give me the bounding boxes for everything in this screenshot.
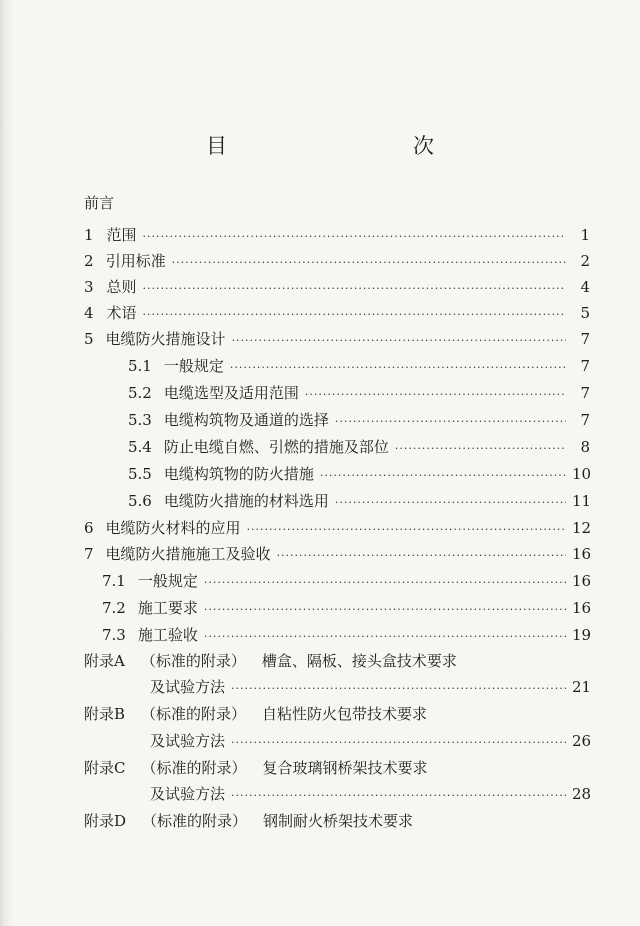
entry-label: 引用标准 bbox=[105, 252, 166, 270]
appendix-page: 21 bbox=[572, 678, 592, 696]
entry-number: 2 bbox=[84, 252, 94, 270]
appendix-d-heading bbox=[84, 810, 413, 831]
leader-dots bbox=[142, 308, 566, 321]
entry-page: 1 bbox=[580, 226, 590, 244]
entry-page: 16 bbox=[572, 545, 592, 563]
leader-dots bbox=[247, 523, 566, 536]
appendix-code: 附录B bbox=[84, 705, 126, 723]
entry-page: 10 bbox=[572, 465, 592, 483]
leader-dots bbox=[172, 256, 566, 269]
entry-number: 5.5 bbox=[128, 465, 152, 483]
appendix-type: （标准的附录） bbox=[141, 759, 247, 777]
entry-number: 6 bbox=[84, 519, 94, 537]
leader-dots bbox=[335, 415, 566, 428]
entry-number: 5 bbox=[84, 330, 94, 348]
toc-entry-5-4 bbox=[128, 436, 590, 458]
appendix-b-heading bbox=[84, 703, 427, 724]
toc-entry-7-3 bbox=[102, 624, 590, 646]
entry-label: 一般规定 bbox=[163, 357, 224, 375]
toc-entry-1 bbox=[84, 224, 590, 246]
appendix-type: （标准的附录） bbox=[141, 705, 247, 723]
appendix-a-cont bbox=[150, 676, 590, 698]
entry-page: 8 bbox=[580, 438, 590, 456]
entry-label: 一般规定 bbox=[137, 572, 198, 590]
leader-dots bbox=[230, 361, 566, 374]
entry-number: 7.1 bbox=[102, 572, 126, 590]
entry-number: 7 bbox=[84, 545, 94, 563]
toc-entry-7-2 bbox=[102, 597, 590, 619]
entry-page: 16 bbox=[572, 572, 592, 590]
toc-entry-5 bbox=[84, 328, 590, 350]
entry-number: 7.2 bbox=[102, 599, 126, 617]
page-title: 目 次 bbox=[206, 134, 482, 158]
entry-label: 电缆防火材料的应用 bbox=[105, 519, 241, 537]
leader-dots bbox=[231, 789, 566, 802]
appendix-title: 槽盒、隔板、接头盒技术要求 bbox=[261, 652, 457, 670]
appendix-page: 28 bbox=[572, 785, 592, 803]
entry-label: 术语 bbox=[106, 304, 137, 322]
toc-entry-7 bbox=[84, 543, 590, 565]
entry-number: 5.6 bbox=[128, 492, 152, 510]
appendix-title: 复合玻璃钢桥架技术要求 bbox=[262, 759, 428, 777]
appendix-code: 附录D bbox=[84, 812, 127, 830]
entry-label: 范围 bbox=[106, 226, 137, 244]
appendix-cont: 及试验方法 bbox=[150, 678, 226, 696]
toc-preface: 前言 bbox=[84, 194, 115, 212]
entry-page: 4 bbox=[580, 278, 590, 296]
entry-page: 16 bbox=[572, 599, 592, 617]
entry-label: 电缆防火措施施工及验收 bbox=[105, 545, 271, 563]
leader-dots bbox=[305, 388, 566, 401]
leader-dots bbox=[320, 469, 566, 482]
toc-entry-5-1 bbox=[128, 355, 590, 377]
appendix-code: 附录C bbox=[84, 759, 126, 777]
appendix-cont: 及试验方法 bbox=[150, 785, 226, 803]
leader-dots bbox=[232, 334, 566, 347]
appendix-c-heading bbox=[84, 757, 428, 778]
toc-entry-5-2 bbox=[128, 382, 590, 404]
leader-dots bbox=[335, 496, 566, 509]
entry-number: 5.2 bbox=[128, 384, 152, 402]
entry-label: 防止电缆自燃、引燃的措施及部位 bbox=[163, 438, 389, 456]
leader-dots bbox=[277, 549, 566, 562]
entry-label: 施工验收 bbox=[137, 626, 198, 644]
appendix-title: 自粘性防火包带技术要求 bbox=[262, 705, 428, 723]
entry-label: 电缆选型及适用范围 bbox=[163, 384, 299, 402]
toc-entry-4 bbox=[84, 302, 590, 324]
toc-entry-5-3 bbox=[128, 409, 590, 431]
leader-dots bbox=[231, 682, 566, 695]
leader-dots bbox=[204, 603, 566, 616]
appendix-c-cont bbox=[150, 783, 590, 805]
appendix-type: （标准的附录） bbox=[140, 652, 246, 670]
entry-label: 电缆构筑物及通道的选择 bbox=[163, 411, 329, 429]
entry-label: 电缆防火措施的材料选用 bbox=[163, 492, 329, 510]
leader-dots bbox=[204, 630, 566, 643]
entry-number: 5.3 bbox=[128, 411, 152, 429]
leader-dots bbox=[142, 230, 566, 243]
appendix-title: 钢制耐火桥架技术要求 bbox=[263, 812, 414, 830]
entry-page: 12 bbox=[572, 519, 592, 537]
leader-dots bbox=[204, 576, 566, 589]
entry-number: 5.4 bbox=[128, 438, 152, 456]
appendix-type: （标准的附录） bbox=[142, 812, 248, 830]
toc-entry-7-1 bbox=[102, 570, 590, 592]
appendix-code: 附录A bbox=[84, 652, 125, 670]
entry-page: 7 bbox=[580, 411, 590, 429]
leader-dots bbox=[395, 442, 566, 455]
entry-page: 7 bbox=[580, 384, 590, 402]
entry-page: 11 bbox=[572, 492, 592, 510]
entry-number: 1 bbox=[84, 226, 94, 244]
entry-page: 5 bbox=[580, 304, 590, 322]
leader-dots bbox=[231, 736, 566, 749]
entry-page: 2 bbox=[580, 252, 590, 270]
entry-number: 7.3 bbox=[102, 626, 126, 644]
appendix-b-cont bbox=[150, 730, 590, 752]
entry-label: 电缆构筑物的防火措施 bbox=[163, 465, 314, 483]
appendix-page: 26 bbox=[572, 732, 592, 750]
toc-entry-3 bbox=[84, 276, 590, 298]
entry-number: 5.1 bbox=[128, 357, 152, 375]
toc-entry-6 bbox=[84, 517, 590, 539]
entry-page: 7 bbox=[580, 330, 590, 348]
entry-number: 3 bbox=[84, 278, 94, 296]
toc-entry-2 bbox=[84, 250, 590, 272]
leader-dots bbox=[142, 282, 566, 295]
entry-label: 电缆防火措施设计 bbox=[105, 330, 226, 348]
entry-label: 总则 bbox=[106, 278, 137, 296]
toc-entry-5-5 bbox=[128, 463, 590, 485]
entry-page: 7 bbox=[580, 357, 590, 375]
appendix-cont: 及试验方法 bbox=[150, 732, 226, 750]
appendix-a-heading bbox=[84, 650, 457, 671]
toc-entry-5-6 bbox=[128, 490, 590, 512]
entry-label: 施工要求 bbox=[137, 599, 198, 617]
entry-number: 4 bbox=[84, 304, 94, 322]
entry-page: 19 bbox=[572, 626, 592, 644]
